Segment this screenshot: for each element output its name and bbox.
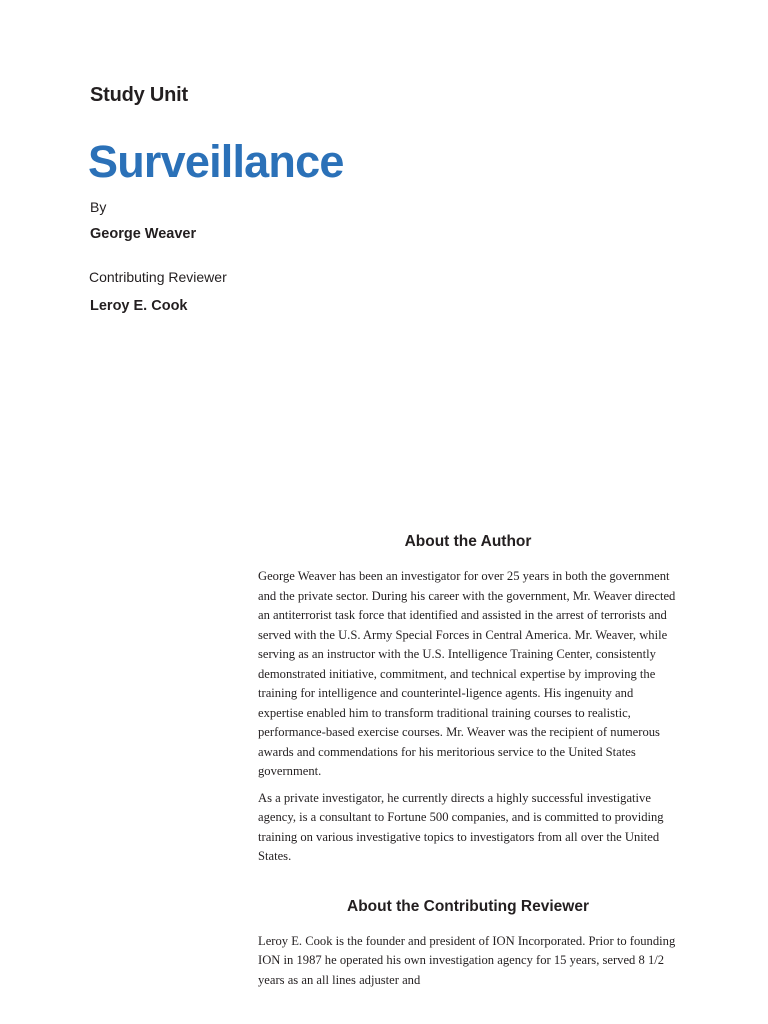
author-bio-paragraph-2: As a private investigator, he currently directs a highly successful investigative agency, is a consultant to Fortune 500 companies, and is committed to providing training on various investigative topics to investigators from all over the United States. (258, 790, 664, 863)
study-unit-label: Study Unit (90, 84, 188, 106)
reviewer-name: Leroy E. Cook (90, 297, 188, 314)
author-bio-paragraph-1: George Weaver has been an investigator for over 25 years in both the government and the private sector. During his career with the government, Mr. Weaver directed an antiterrorist task force that identified and assisted in the arrest of terrorists and served with the U.S. Army Special Forces in Central America. Mr. Weaver, while serving as an instructor with the U.S. Intelligence Training Center, consistently demonstrated initiative, commitment, and technical expertise by improving the training for intelligence and counterintel-ligence agents. His ingenuity and expertise enabled him to transform traditional training courses to realistic, performance-based exercise courses. Mr. Weaver was the recipient of numerous awards and commendations for his meritorious service to the United States government. (258, 569, 676, 778)
document-title: Surveillance (88, 136, 344, 187)
reviewer-bio-paragraph-1: Leroy E. Cook is the founder and president of ION Incorporated. Prior to founding ION in 1987 he operated his own investigation agency for 15 years, served 8 1/2 years as an all lines adjuster and (258, 933, 676, 987)
bio-column (258, 533, 678, 990)
about-reviewer-heading: About the Contributing Reviewer (347, 897, 589, 915)
title-block (90, 84, 490, 314)
about-author-heading: About the Author (404, 533, 532, 550)
author-name: George Weaver (90, 225, 197, 242)
by-label: By (90, 198, 107, 215)
contributing-reviewer-label: Contributing Reviewer (89, 268, 227, 285)
